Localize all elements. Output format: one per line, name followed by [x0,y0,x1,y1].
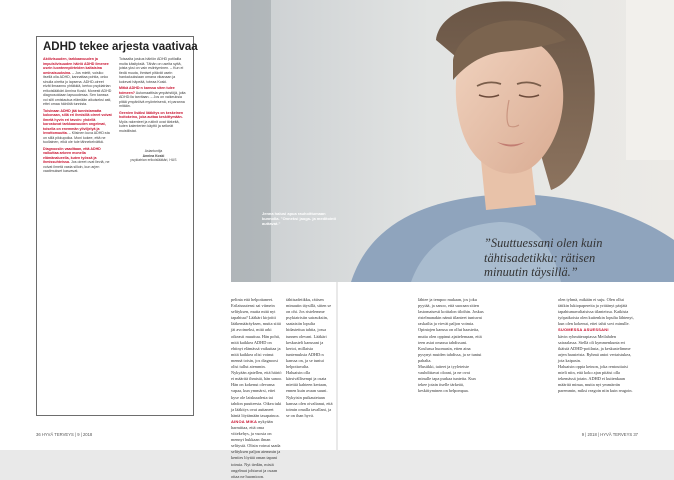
body-paragraph: olen tyhmä, mikään ei suju. Olen ollut tätikin lukiopapereita ja yrittänyt pärjätä tapahtumavaltaisissa tilanteissa. Kaikista työpaikoista olen kuitenkin lopulta lähtenyt, kun olen kokenut, ettei tahti sovi minulle. [558,297,634,327]
sidebar-box [36,36,198,416]
body-column-2 [286,297,334,419]
body-paragraph: Musiikki, taiteet ja tyyleteiste vauhdittavat oloani, ja ne ovat minulle tapa purkaa tunteita. Kun tekee jotain itselle tärkeää, keskittyminen on helpompaa. [418,364,476,394]
paragraph-text: Toisaalta joskus häiriön ADHD potilailla muita käsityksiä. Tähän on useita syitä, joista yksi on vain esiintyminen. – Kun ei tiedä muuta, ihmiset pitävät usein hankaluuksiaan omana vikanaan ja kokevat häpeää, toteaa Koski. [119,57,184,84]
sidebar-bullet [43,147,112,174]
body-paragraph: Opintojen kanssa on ollut haasteita, mutta olen oppinut ajattelemaan, että teen asiat omassa tahdissani. Koulussa huomasin, etten aina pysynyt muiden tahdissa, ja se tuntui pahalta. [418,327,482,363]
bullet-lead: Mitkä ADHD:n kanssa siten tulee toimeen? [119,86,175,95]
sidebar-bullet [43,109,112,145]
bullet-lead: Aktiivisuuden, tarkkaavuuden ja impulsiivisuuden häiriö ADHD ilmenee usein luonteenpiirteiden kaltaisina ominaisuuksina. [43,57,109,75]
bullet-text: Jos oireet ovat lieviä, ne voivat ilmetä vasta silloin, kun arjen vaatimukset kasvavat. [43,160,110,173]
bullet-lead: Geenien lisäksi lääkitys on keskeinen hoitokeino, joka auttaa keskittymään. [119,110,184,119]
body-paragraph: pelinta että helpottaneet. Erilaisuutensi sai viimein selityksen, mutta mitä nyt tapahtuu? Lääkäri kirjoitti lääkemääräyksen, mutta siitä jäi avoimeksi, mitä arki oikeasti muuttuu. Hän pohti, mitä kaikkea ADHD on ehtinyt elämässä vaikuttaa ja mitä kaikkea olisi voinut mennä toisin, jos diagnoosi olisi tullut aiemmin. [231,297,281,370]
body-column-3 [418,297,484,395]
bullet-text: Myös rakenteet ja rutiinit ovat tärkeitä, kuten kalenterien käyttö ja selkeät muistilistat. [119,119,180,133]
sidebar-bullet [119,111,188,134]
sidebar-bullet [43,57,112,107]
photo-caption: Jenna halusi apua rauhoittumaan kunnolla. "Onneksi jaoga- ja meditointi auttavat." [262,211,336,226]
bullet-lead: Toisinaan ADHD jää tunnistamatta kokonaan, sillä eri ihmisillä oireet voivat ilmetä hyvin eri tavoin: yhdellä korostuvat tarkkaavuuden ongelmat, toisella on enemmän yliviljelyä ja levottomuutta. [43,108,112,135]
sidebar-column-1 [43,57,112,176]
expert-label: Asiantuntija [144,149,163,153]
body-paragraph: lähtee ja tempoo mukaan, jos joku pyytää, ja sanoo, että suoraan sitten lastomaisesti kotitalon tiloihin. Joskus ristelmanakin nämä tilanteet tuntuvat raskailta ja vievät paljon voimia. [418,297,484,327]
sidebar-bullet [119,86,188,109]
subhead: AINOA MIKA [231,418,258,424]
body-column-4 [558,297,634,395]
body-paragraph: kävin ryhmäterapiassa Meilahden sairaalassa. Siellä oli kymmenkunta eri ikäistä ADHD-potilasta, ja keskustelimme arjen haasteista. Ryhmä antoi vertaistukea, jota kaipasin. [558,333,632,363]
body-paragraph: tähtisadetikku, rätisen minuutin täysillä, sitten se on ohi. Jos ristelemme psykiatrisiin sairauksiin, saataisiin lopulta hidastettua tahtia, jossa tunnen olevani. Lääkäri keskusteli kanssani ja kertoi, millaisia tuntemuksia ADHD:n kanssa on, ja se tuntui helpottavalta. [286,297,332,370]
right-folio: 9 | 2018 | HYVÄ TERVEYS 37 [581,432,638,437]
bullet-text: Automaattisia ympäristöjä, joita ADHD:lla tarvitaan. – Jos on vaikeuksia pitää ympäröivä myönteisenä, ei paranna mitään. [119,90,186,108]
sidebar-paragraph [119,57,188,84]
bullet-text: – Jos mietit, voisiko itsellä olla ADHD, kannattaa pohtia, onko sinulla oiretta jo lapsena. ADHD-oireet eivät ilmaannu yhtäkkiä, kertoo psykiatrian erikoislääkäri Annina Koski. Monesti ADHD diagnosoidaan lapsuudessa. Sen kanssa voi silti omistautua elämään aikuiseksi asti, ettei omaa häiriötä tunnista. [43,70,112,106]
expert-name: Annina Koski [142,153,165,158]
left-folio: 36 HYVÄ TERVEYS | 9 | 2018 [36,432,93,437]
pull-quote: ”Suuttuessani olen kuin tähtisadetikku: rätisen minuutin täysillä.” [484,236,603,279]
subhead: SUOMESSA ASUESSANI [558,327,609,333]
expert-title: psykiatrian erikoislääkäri, HUS [130,158,177,162]
body-paragraph: Haluaisin olla kärsivällisempi ja osata miettiä kahteen kertaan, ennen kuin avaan suuni. Nykyisin puikautetaan kanssa olen oivaltanut, että toimin omalla tavallani, ja se on ihan hyvä. [286,370,333,418]
body-column-1 [231,297,283,480]
body-paragraph: nykyään harmittaa, että oma viitekehys, ja vuosia on mennyt hukkaan ilman selitystä. Olisin voinut saada selityksen paljon aiemmin ja kenties löytää oman tapani toimia. Nyt tiedän, mistä ongelmat johtuvat ja osaan ottaa ne huomioon. [231,418,281,479]
sidebar-column-2 [119,57,188,163]
bullet-lead: Diagnoosiin vaaditaan, että ADHD vaikuttaa arkeen monella elämänalueella, kuten työssä ja ihmissuhteissa. [43,146,101,164]
body-paragraph: Nykyään ajatellen, että häiriö ei määritä ihmistä, hän sanoo. Hän on kokenut olevansa vapaa, kun ymmärsi, ettei kyse ole laiskuudesta tai tahdon puutteesta. Oikea tuki ja lääkitys ovat auttaneet häntä löytämään tasapainoa. [231,370,283,418]
bullet-text: – Klisinen kuva ADHD:sta on sillä pikkupoika. Moni kokee, että ne tuollainen, eikä ole tule tähnekelvätkä. [43,131,110,144]
body-paragraph: Haluaisin oppia keinon, joka rentouttaisi mieli niin, että koko ajan pitäisi olla tekemässä jotain. ADHD ei kuitenkaan määritä minua, mutta nyt ymmärrän paremmin, miksi reagoin niin kuin reagoin. [558,364,633,394]
expert-caption [119,149,188,163]
portrait-photo [231,0,674,282]
sidebar-title: ADHD tekee arjesta vaativaa [43,41,198,53]
